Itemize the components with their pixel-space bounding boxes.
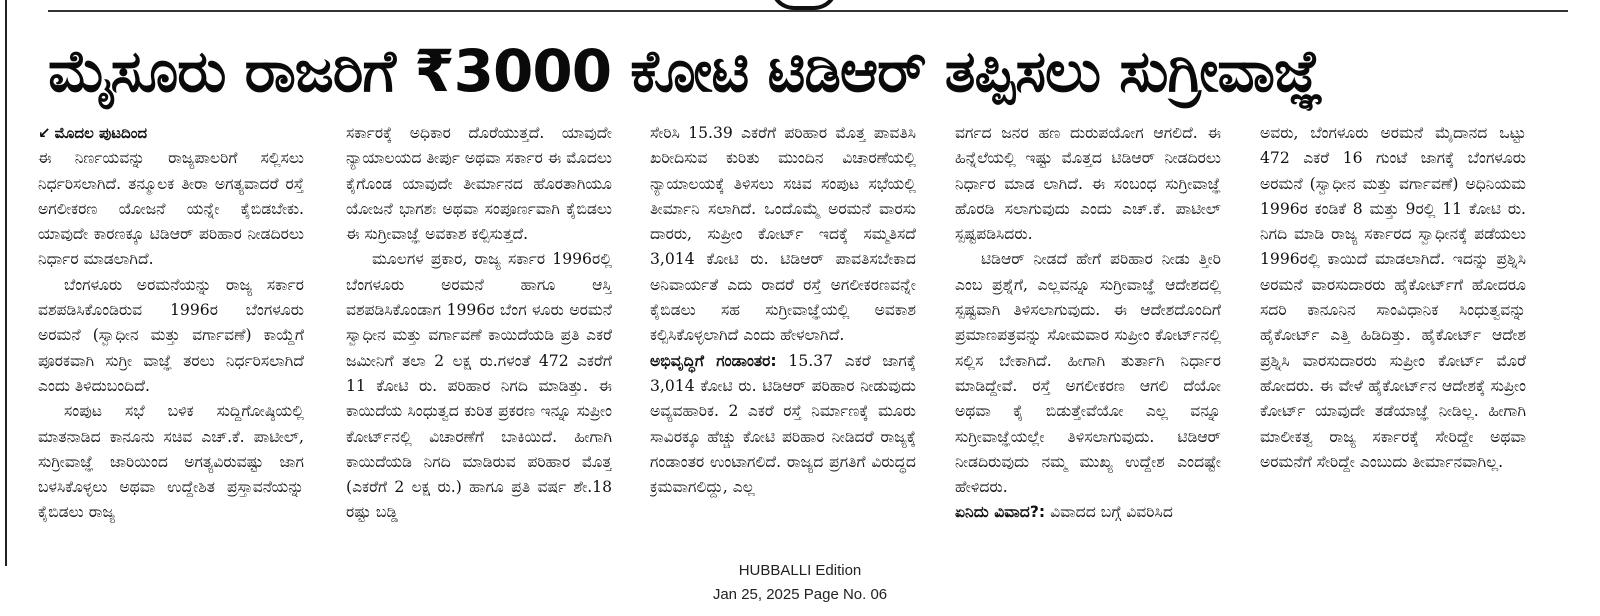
paragraph: ಸೇರಿಸಿ 15.39 ಎಕರೆಗೆ ಪರಿಹಾರ ಮೊತ್ತ ಪಾವತಿಸಿ ಖರೀದಿಸುವ ಕುರಿತು ಮುಂದಿನ ವಿಚಾರಣೆಯಲ್ಲಿ ನ್ಯಾಯಾಲಯಕ್ಕೆ ತಿಳಿಸಲು ಸಚಿವ ಸಂಪುಟ ಸಭೆಯಲ್ಲಿ ತೀರ್ಮಾನಿ ಸಲಾಗಿದೆ. ಒಂದೊಮ್ಮೆ ಅರಮನೆ ವಾರಸು ದಾರರು, ಸುಪ್ರೀಂ ಕೋರ್ಟ್ ಇದಕ್ಕೆ ಸಮ್ಮತಿಸದೆ 3,014 ಕೋಟಿ ರು. ಟಿಡಿಆರ್ ಪಾವತಿಸಬೇಕಾದ ಅನಿವಾರ್ಯತೆ ಎದು ರಾದರೆ ರಸ್ತೆ ಅಗಲೀಕರಣವನ್ನೇ ಕೈಬಿಡಲು ಸಹ ಸುಗ್ರೀವಾಜ್ಞೆಯಲ್ಲಿ ಅವಕಾಶ ಕಲ್ಪಿಸಿಕೊಳ್ಳಲಾಗಿದೆ ಎಂದು ಹೇಳಲಾಗಿದೆ. bbox=[650, 124, 916, 345]
continuation-label bbox=[38, 121, 304, 146]
article-column-1 bbox=[38, 121, 304, 566]
article-column-3 bbox=[650, 121, 916, 566]
subhead: ಏನಿದು ವಿವಾದ?: bbox=[955, 503, 1046, 522]
paragraph: ಬೆಂಗಳೂರು ಅರಮನೆಯನ್ನು ರಾಜ್ಯ ಸರ್ಕಾರ ವಶಪಡಿಸಿಕೊಂಡಿರುವ 1996ರ ಬೆಂಗಳೂರು ಅರಮನೆ (ಸ್ವಾಧೀನ ಮತ್ತು ವರ್ಗಾವಣೆ) ಕಾಯ್ದೆಗೆ ಪೂರಕವಾಗಿ ಸುಗ್ರೀ ವಾಜ್ಞೆ ತರಲು ನಿರ್ಧರಿಸಲಾಗಿದೆ ಎಂದು ತಿಳಿದುಬಂದಿದೆ. bbox=[38, 275, 304, 395]
article-column-4 bbox=[955, 121, 1221, 566]
left-margin-rule bbox=[5, 0, 7, 566]
paragraph-text: ವಿವಾದದ ಬಗ್ಗೆ ವಿವರಿಸಿದ bbox=[1050, 503, 1173, 522]
paragraph-with-subhead bbox=[650, 349, 916, 501]
top-ornament bbox=[770, 0, 838, 10]
paragraph: ಟಿಡಿಆರ್ ನೀಡದೆ ಹೇಗೆ ಪರಿಹಾರ ನೀಡು ತ್ತೀರಿ ಎಂಬ ಪ್ರಶ್ನೆಗೆ, ಎಲ್ಲವನ್ನೂ ಸುಗ್ರೀವಾಜ್ಞೆ ಆದೇಶದಲ್ಲಿ ಸ್ಪಷ್ಟವಾಗಿ ತಿಳಿಸಲಾಗುವುದು. ಈ ಆದೇಶದೊಂದಿಗೆ ಪ್ರಮಾಣಪತ್ರವನ್ನು ಸೋಮವಾರ ಸುಪ್ರೀಂ ಕೋರ್ಟ್‌ನಲ್ಲಿ ಸಲ್ಲಿಸ ಬೇಕಾಗಿದೆ. ಹೀಗಾಗಿ ತುರ್ತಾಗಿ ನಿರ್ಧಾರ ಮಾಡಿದ್ದೇವೆ. ರಸ್ತೆ ಅಗಲೀಕರಣ ಆಗಲಿ ದೆಯೋ ಅಥವಾ ಕೈ ಬಿಡುತ್ತೇವೆಯೋ ಎಲ್ಲ ವನ್ನೂ ಸುಗ್ರೀವಾಜ್ಞೆಯಲ್ಲೇ ತಿಳಿಸಲಾಗುವುದು. ಟಿಡಿಆರ್ ನೀಡದಿರುವುದು ನಮ್ಮ ಮುಖ್ಯ ಉದ್ದೇಶ ಎಂದಷ್ಟೇ ಹೇಳಿದರು. bbox=[955, 250, 1221, 497]
paragraph: ಸಂಪುಟ ಸಭೆ ಬಳಿಕ ಸುದ್ದಿಗೋಷ್ಠಿಯಲ್ಲಿ ಮಾತನಾಡಿದ ಕಾನೂನು ಸಚಿವ ಎಚ್.ಕೆ. ಪಾಟೀಲ್, ಸುಗ್ರೀವಾಜ್ಞೆ ಜಾರಿಯಿಂದ ಅಗತ್ಯವಿರುವಷ್ಟು ಜಾಗ ಬಳಸಿಕೊಳ್ಳಲು ಅಥವಾ ಉದ್ದೇಶಿತ ಪ್ರಸ್ತಾವನೆಯನ್ನು ಕೈಬಿಡಲು ರಾಜ್ಯ bbox=[38, 402, 304, 522]
paragraph-with-subhead bbox=[955, 500, 1221, 525]
paragraph: ವರ್ಗದ ಜನರ ಹಣ ದುರುಪಯೋಗ ಆಗಲಿದೆ. ಈ ಹಿನ್ನೆಲೆಯಲ್ಲಿ ಇಷ್ಟು ಮೊತ್ತದ ಟಿಡಿಆರ್ ನೀಡದಿರಲು ನಿರ್ಧಾರ ಮಾಡ ಲಾಗಿದೆ. ಈ ಸಂಬಂಧ ಸುಗ್ರೀವಾಜ್ಞೆ ಹೊರಡಿ ಸಲಾಗುವುದು ಎಂದು ಎಚ್.ಕೆ. ಪಾಟೀಲ್ ಸ್ಪಷ್ಟಪಡಿಸಿದರು. bbox=[955, 124, 1221, 244]
article-column-2 bbox=[346, 121, 612, 566]
paragraph: ಈ ನಿರ್ಣಯವನ್ನು ರಾಜ್ಯಪಾಲರಿಗೆ ಸಲ್ಲಿಸಲು ನಿರ್ಧರಿಸಲಾಗಿದೆ. ತನ್ಮೂಲಕ ತೀರಾ ಅಗತ್ಯವಾದರೆ ರಸ್ತೆ ಅಗಲೀಕರಣ ಯೋಜನೆ ಯನ್ನೇ ಕೈಬಿಡಬೇಕು. ಯಾವುದೇ ಕಾರಣಕ್ಕೂ ಟಿಡಿಆರ್ ಪರಿಹಾರ ನೀಡದಿರಲು ನಿರ್ಧಾರ ಮಾಡಲಾಗಿದೆ. bbox=[38, 149, 304, 269]
paragraph: ಅವರು, ಬೆಂಗಳೂರು ಅರಮನೆ ಮೈದಾನದ ಒಟ್ಟು 472 ಎಕರೆ 16 ಗುಂಟೆ ಜಾಗಕ್ಕೆ ಬೆಂಗಳೂರು ಅರಮನೆ (ಸ್ವಾಧೀನ ಮತ್ತು ವರ್ಗಾವಣೆ) ಅಧಿನಿಯಮ 1996ರ ಕಂಡಿಕೆ 8 ಮತ್ತು 9ರಲ್ಲಿ 11 ಕೋಟಿ ರು. ನಿಗದಿ ಮಾಡಿ ರಾಜ್ಯ ಸರ್ಕಾರದ ಸ್ವಾಧೀನಕ್ಕೆ ಪಡೆಯಲು 1996ರಲ್ಲಿ ಕಾಯಿದೆ ಮಾಡಲಾಗಿದೆ. ಇದನ್ನು ಪ್ರಶ್ನಿಸಿ ಅರಮನೆ ವಾರಸುದಾರರು ಹೈಕೋರ್ಟ್‌ಗೆ ಹೋದರೂ ಸದರಿ ಕಾನೂನಿನ ಸಾಂವಿಧಾನಿಕ ಸಿಂಧುತ್ವವನ್ನು ಹೈಕೋರ್ಟ್ ಎತ್ತಿ ಹಿಡಿದಿತ್ತು. ಹೈಕೋರ್ಟ್ ಆದೇಶ ಪ್ರಶ್ನಿಸಿ ವಾರಸುದಾರರು ಸುಪ್ರೀಂ ಕೋರ್ಟ್ ಮೊರೆ ಹೋದರು. ಈ ವೇಳೆ ಹೈಕೋರ್ಟ್‌ನ ಆದೇಶಕ್ಕೆ ಸುಪ್ರೀಂ ಕೋರ್ಟ್ ಯಾವುದೇ ತಡೆಯಾಜ್ಞೆ ನೀಡಿಲ್ಲ. ಹೀಗಾಗಿ ಮಾಲೀಕತ್ವ ರಾಜ್ಯ ಸರ್ಕಾರಕ್ಕೆ ಸೇರಿದ್ದೇ ಅಥವಾ ಅರಮನೆಗೆ ಸೇರಿದ್ದೇ ಎಂಬುದು ತೀರ್ಮಾನವಾಗಿಲ್ಲ. bbox=[1260, 124, 1526, 471]
date-page-label: Jan 25, 2025 Page No. 06 bbox=[712, 586, 888, 603]
continuation-arrow-icon: ↙ bbox=[38, 124, 51, 142]
top-rule bbox=[48, 10, 1568, 12]
subhead: ಅಭಿವೃದ್ಧಿಗೆ ಗಂಡಾಂತರ: bbox=[650, 351, 777, 370]
edition-label: HUBBALLI Edition bbox=[738, 562, 862, 579]
article-column-5 bbox=[1260, 121, 1526, 566]
headline: ಮೈಸೂರು ರಾಜರಿಗೆ ₹3000 ಕೋಟಿ ಟಿಡಿಆರ್ ತಪ್ಪಿಸಲು ಸುಗ್ರೀವಾಜ್ಞೆ bbox=[48, 37, 1323, 105]
paragraph-text: 15.37 ಎಕರೆ ಜಾಗಕ್ಕೆ 3,014 ಕೋಟಿ ರು. ಟಿಡಿಆರ್ ಪರಿಹಾರ ನೀಡುವುದು ಅವ್ಯವಹಾರಿಕ. 2 ಎಕರೆ ರಸ್ತೆ ನಿರ್ಮಾಣಕ್ಕೆ ಮೂರು ಸಾವಿರಕ್ಕೂ ಹೆಚ್ಚು ಕೋಟಿ ಪರಿಹಾರ ನೀಡಿದರೆ ರಾಜ್ಯಕ್ಕೆ ಗಂಡಾಂತರ ಉಂಟಾಗಲಿದೆ. ರಾಜ್ಯದ ಪ್ರಗತಿಗೆ ವಿರುದ್ಧದ ಕ್ರಮವಾಗಲಿದ್ದು, ಎಲ್ಲ bbox=[650, 351, 916, 497]
continuation-text: ಮೊದಲ ಪುಟದಿಂದ bbox=[54, 124, 148, 142]
paragraph: ಸರ್ಕಾರಕ್ಕೆ ಅಧಿಕಾರ ದೊರೆಯುತ್ತದೆ. ಯಾವುದೇ ನ್ಯಾಯಾಲಯದ ತೀರ್ಪು ಅಥವಾ ಸರ್ಕಾರ ಈ ಮೊದಲು ಕೈಗೊಂಡ ಯಾವುದೇ ತೀರ್ಮಾನದ ಹೊರತಾಗಿಯೂ ಯೋಜನೆ ಭಾಗಶಃ ಅಥವಾ ಸಂಪೂರ್ಣವಾಗಿ ಕೈಬಿಡಲು ಈ ಸುಗ್ರೀವಾಜ್ಞೆ ಅವಕಾಶ ಕಲ್ಪಿಸುತ್ತದೆ. bbox=[346, 124, 612, 244]
paragraph: ಮೂಲಗಳ ಪ್ರಕಾರ, ರಾಜ್ಯ ಸರ್ಕಾರ 1996ರಲ್ಲಿ ಬೆಂಗಳೂರು ಅರಮನೆ ಹಾಗೂ ಆಸ್ತಿ ವಶಪಡಿಸಿಕೊಂಡಾಗ 1996ರ ಬೆಂಗ ಳೂರು ಅರಮನೆ ಸ್ವಾಧೀನ ಮತ್ತು ವರ್ಗಾವಣೆ ಕಾಯಿದೆಯಡಿ ಪ್ರತಿ ಎಕರೆ ಜಮೀನಿಗೆ ತಲಾ 2 ಲಕ್ಷ ರು.ಗಳಂತೆ 472 ಎಕರೆಗೆ 11 ಕೋಟಿ ರು. ಪರಿಹಾರ ನಿಗದಿ ಮಾಡಿತ್ತು. ಈ ಕಾಯಿದೆಯ ಸಿಂಧುತ್ವದ ಕುರಿತ ಪ್ರಕರಣ ಇನ್ನೂ ಸುಪ್ರೀಂ ಕೋರ್ಟ್‌ನಲ್ಲಿ ವಿಚಾರಣೆಗೆ ಬಾಕಿಯಿದೆ. ಹೀಗಾಗಿ ಕಾಯಿದೆಯಡಿ ನಿಗದಿ ಮಾಡಿರುವ ಪರಿಹಾರ ಮೊತ್ತ (ಎಕರೆಗೆ 2 ಲಕ್ಷ ರು.) ಹಾಗೂ ಪ್ರತಿ ವರ್ಷ ಶೇ.18 ರಷ್ಟು ಬಡ್ಡಿ bbox=[346, 250, 612, 522]
